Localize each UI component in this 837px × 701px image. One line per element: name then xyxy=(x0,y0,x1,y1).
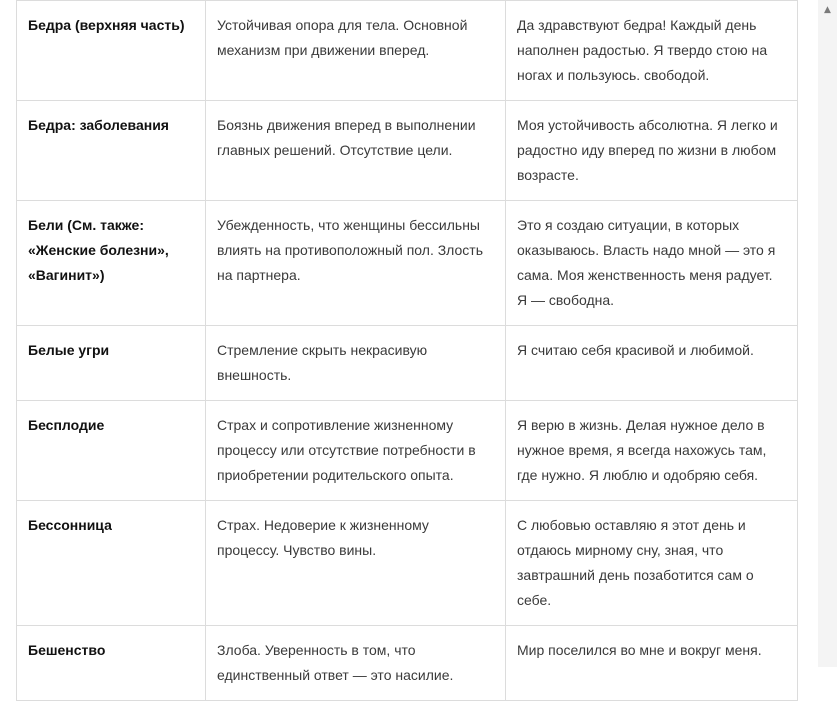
table-row xyxy=(17,101,798,201)
table-row xyxy=(17,626,798,701)
ailment-name-cell: Белые угри xyxy=(17,326,206,401)
ailment-affirmation-cell: Да здравствуют бедра! Каждый день наполнен радостью. Я твердо стою на ногах и пользуюсь. свободой. xyxy=(506,1,798,101)
ailment-name-cell: Бессонница xyxy=(17,501,206,626)
table-row xyxy=(17,501,798,626)
table-row xyxy=(17,326,798,401)
ailment-affirmation-cell: С любовью оставляю я этот день и отдаюсь мирному сну, зная, что завтрашний день позаботится сам о себе. xyxy=(506,501,798,626)
ailment-cause-cell: Боязнь движения вперед в выполнении главных решений. Отсутствие цели. xyxy=(206,101,506,201)
ailment-affirmation-cell: Мир поселился во мне и вокруг меня. xyxy=(506,626,798,701)
ailment-name-cell: Бедра (верхняя часть) xyxy=(17,1,206,101)
table-row xyxy=(17,401,798,501)
vertical-scrollbar[interactable] xyxy=(818,0,837,667)
ailment-affirmation-cell: Я считаю себя красивой и любимой. xyxy=(506,326,798,401)
ailments-table xyxy=(16,0,798,701)
scroll-up-button[interactable] xyxy=(818,0,837,20)
ailment-cause-cell: Злоба. Уверенность в том, что единственный ответ — это насилие. xyxy=(206,626,506,701)
ailment-name-cell: Бели (См. также: «Женские болезни», «Вагинит») xyxy=(17,201,206,326)
ailment-cause-cell: Устойчивая опора для тела. Основной механизм при движении вперед. xyxy=(206,1,506,101)
ailment-affirmation-cell: Моя устойчивость абсолютна. Я легко и радостно иду вперед по жизни в любом возрасте. xyxy=(506,101,798,201)
ailment-name-cell: Бесплодие xyxy=(17,401,206,501)
ailments-table-body xyxy=(17,1,798,701)
ailment-cause-cell: Убежденность, что женщины бессильны влиять на противоположный пол. Злость на партнера. xyxy=(206,201,506,326)
table-row xyxy=(17,201,798,326)
table-row xyxy=(17,1,798,101)
ailment-cause-cell: Страх. Недоверие к жизненному процессу. Чувство вины. xyxy=(206,501,506,626)
ailment-cause-cell: Стремление скрыть некрасивую внешность. xyxy=(206,326,506,401)
ailment-name-cell: Бедра: заболевания xyxy=(17,101,206,201)
ailment-name-cell: Бешенство xyxy=(17,626,206,701)
triangle-up-icon: ▲ xyxy=(824,5,831,15)
ailment-cause-cell: Страх и сопротивление жизненному процессу или отсутствие потребности в приобретении родительского опыта. xyxy=(206,401,506,501)
ailment-affirmation-cell: Я верю в жизнь. Делая нужное дело в нужное время, я всегда нахожусь там, где нужно. Я люблю и одобряю себя. xyxy=(506,401,798,501)
ailment-affirmation-cell: Это я создаю ситуации, в которых оказываюсь. Власть надо мной — это я сама. Моя женственность меня радует. Я — свободна. xyxy=(506,201,798,326)
